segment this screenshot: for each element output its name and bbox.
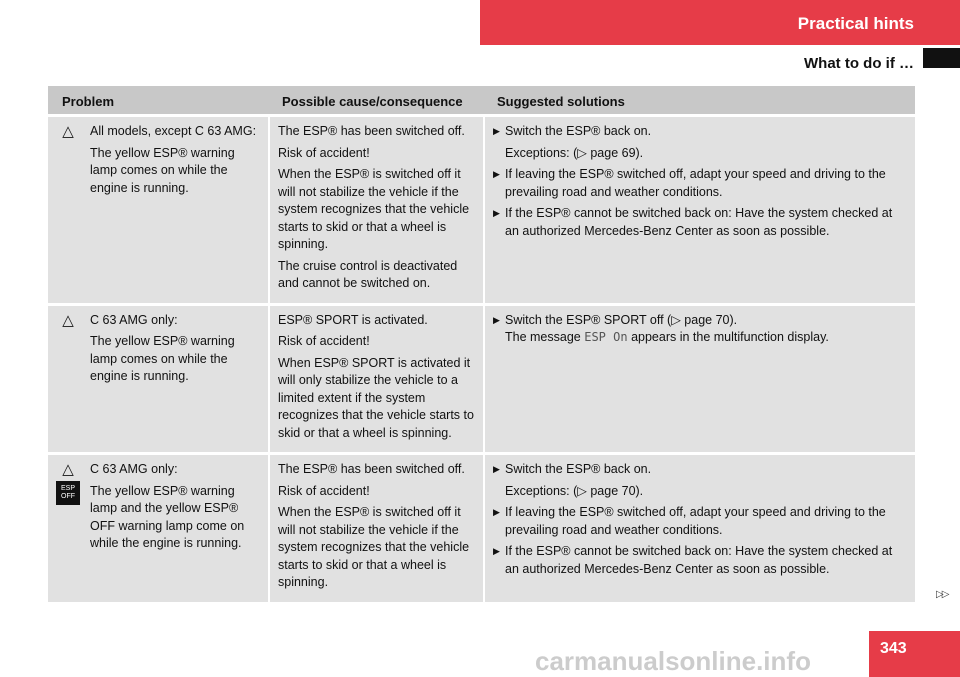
cause-text: The cruise control is deactivated and cannot be switched on. bbox=[278, 258, 458, 290]
section-title: Practical hints bbox=[797, 13, 914, 33]
table-row bbox=[48, 306, 915, 453]
header-tab-marker bbox=[923, 48, 960, 68]
arrow-right-icon: ▶ bbox=[493, 126, 500, 136]
cause-cell bbox=[268, 455, 483, 602]
column-header-problem: Problem bbox=[48, 86, 268, 114]
table-row bbox=[48, 455, 915, 602]
arrow-right-icon: ▶ bbox=[493, 314, 500, 325]
cause-text: The ESP® has been switched off. bbox=[278, 462, 465, 476]
solutions-cell bbox=[483, 117, 915, 303]
solution-step: ▶ Switch the ESP® back on. bbox=[493, 461, 909, 479]
cause-text: When the ESP® is switched off it will not stabilize the vehicle if the system recognizes that the vehicle starts to skid or that a wheel is spinning. bbox=[278, 505, 470, 589]
arrow-right-icon: ▶ bbox=[493, 208, 500, 218]
solution-step: ▶ If the ESP® cannot be switched back on: Have the system checked at an authorized Mercedes-Benz Center as soon as possible. bbox=[493, 205, 909, 240]
cause-text: Risk of accident! bbox=[278, 145, 370, 160]
problem-cell bbox=[48, 117, 268, 303]
solution-step: ▶ If leaving the ESP® switched off, adapt your speed and driving to the prevailing road and weather conditions. bbox=[493, 504, 909, 539]
column-header-cause: Possible cause/consequence bbox=[268, 86, 483, 114]
solution-step: ▶ If leaving the ESP® switched off, adapt your speed and driving to the prevailing road and weather conditions. bbox=[493, 166, 909, 201]
solution-step: ▶ If the ESP® cannot be switched back on: Have the system checked at an authorized Mercedes-Benz Center as soon as possible. bbox=[493, 543, 909, 578]
esp-off-warning-lamp-icon: ESP OFF bbox=[56, 481, 80, 505]
problem-text: The yellow ESP® warning lamp comes on while the engine is running. bbox=[90, 334, 235, 383]
cause-cell bbox=[268, 306, 483, 453]
page-number: 343 bbox=[869, 631, 960, 677]
cause-text: ESP® SPORT is activated. bbox=[278, 312, 428, 327]
cause-text: Risk of accident! bbox=[278, 483, 370, 498]
continue-marker-icon: ▷▷ bbox=[936, 589, 948, 600]
arrow-right-icon: ▶ bbox=[493, 546, 500, 556]
solution-step: ▶ Switch the ESP® back on. bbox=[493, 123, 909, 141]
cause-cell bbox=[268, 117, 483, 303]
arrow-right-icon: ▶ bbox=[493, 464, 500, 474]
solution-note: Exceptions: (▷ page 70). bbox=[505, 483, 644, 498]
arrow-right-icon: ▶ bbox=[493, 169, 500, 179]
solutions-cell bbox=[483, 455, 915, 602]
table-row bbox=[48, 117, 915, 303]
troubleshooting-table bbox=[48, 83, 915, 605]
solution-note: Exceptions: (▷ page 69). bbox=[505, 145, 644, 160]
esp-warning-lamp-icon: △ bbox=[62, 311, 74, 329]
display-message: ESP On bbox=[584, 330, 628, 344]
problem-cell bbox=[48, 455, 268, 602]
solution-step: ▶ Switch the ESP® SPORT off (▷ page 70). bbox=[493, 312, 909, 330]
problem-text: The yellow ESP® warning lamp comes on while the engine is running. bbox=[90, 145, 235, 195]
section-header bbox=[480, 0, 960, 45]
problem-models: C 63 AMG only: bbox=[90, 312, 178, 327]
solutions-cell bbox=[483, 306, 915, 453]
cause-text: Risk of accident! bbox=[278, 334, 370, 348]
cause-text: When ESP® SPORT is activated it will only stabilize the vehicle to a limited extent if the system recognizes that the vehicle starts to skid or that a wheel is spinning. bbox=[278, 355, 474, 440]
problem-text: The yellow ESP® warning lamp and the yellow ESP® OFF warning lamp come on while the engine is running. bbox=[90, 483, 245, 550]
watermark: carmanualsonline.info bbox=[535, 646, 811, 676]
table-header-row bbox=[48, 86, 915, 114]
page-subtitle: What to do if … bbox=[804, 55, 914, 72]
arrow-right-icon: ▶ bbox=[493, 507, 500, 517]
cause-text: The ESP® has been switched off. bbox=[278, 124, 465, 138]
solution-note: The message ESP On appears in the multifunction display. bbox=[505, 330, 829, 344]
problem-models: C 63 AMG only: bbox=[90, 462, 178, 476]
problem-cell bbox=[48, 306, 268, 453]
column-header-solutions: Suggested solutions bbox=[483, 86, 915, 114]
cause-text: When the ESP® is switched off it will not stabilize the vehicle if the system recognizes that the vehicle starts to skid or that a wheel is spinning. bbox=[278, 167, 470, 251]
problem-models: All models, except C 63 AMG: bbox=[90, 124, 257, 138]
esp-warning-lamp-icon: △ bbox=[62, 123, 74, 140]
esp-warning-lamp-icon: △ bbox=[62, 461, 74, 478]
